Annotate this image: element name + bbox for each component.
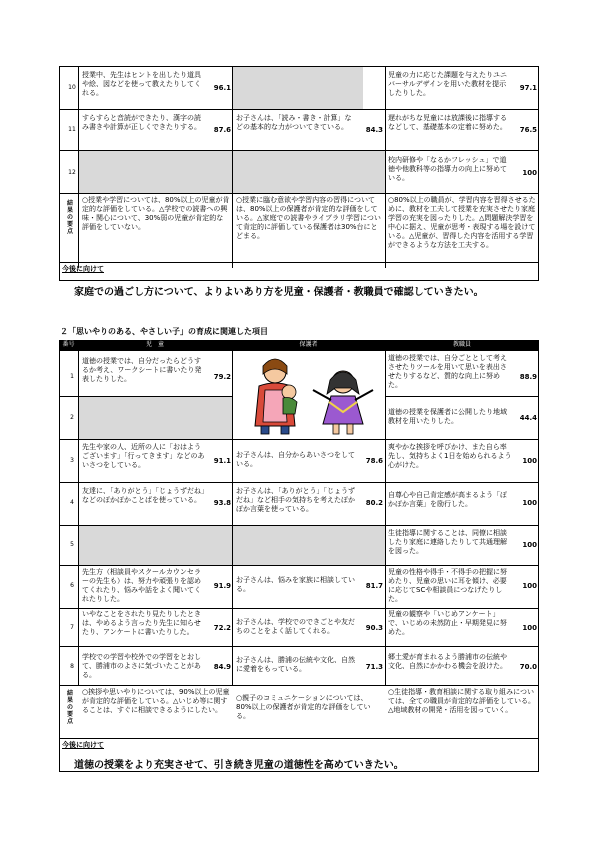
staff-item: 道徳の授業を保護者に公開したり地域教材を用いたりした。 — [388, 408, 507, 425]
row-number: 11 — [68, 126, 76, 133]
staff-item: 校内研修や「なるかフレッシュ」で道徳や他教科等の指導力の向上に努めている。 — [388, 156, 507, 182]
table-divider — [59, 482, 539, 483]
staff-score: 100 — [522, 541, 537, 549]
row-number: 7 — [70, 624, 74, 631]
table-divider — [59, 685, 539, 686]
staff-score: 100 — [522, 582, 537, 590]
table-divider — [385, 66, 386, 268]
staff-item: 自尊心や自己肯定感が高まるよう「ぽかぽか言葉」を励行した。 — [388, 491, 507, 508]
parent-item: お子さんは、自分からあいさつをしている。 — [236, 451, 355, 468]
future-label: 今後に向けて — [62, 741, 104, 749]
child-score: 87.6 — [213, 126, 231, 134]
parent-score: 90.3 — [365, 624, 383, 632]
header-parent: 保護者 — [232, 340, 385, 351]
parent-score: 78.6 — [365, 457, 383, 465]
empty-child-cell — [79, 526, 232, 565]
table-divider — [385, 340, 386, 685]
result-child: ○授業や学習については、80%以上の児童が肯定的な評価をしている。△学校での読書への興味・関心について、30%弱の児童が肯定的な評価をしていない。 — [82, 196, 230, 231]
child-item: 先生や家の人、近所の人に「おはようございます」「行ってきます」などのあいさつをしている。 — [82, 443, 205, 469]
header-staff: 教職員 — [385, 340, 539, 351]
table-divider — [59, 646, 539, 647]
child-item: 友達に、「ありがとう」「じょうずだね」などのぽかぽかことばを使っている。 — [82, 487, 205, 504]
parent-score: 80.2 — [365, 499, 383, 507]
staff-score: 76.5 — [519, 126, 537, 134]
empty-parent-cell — [233, 67, 363, 109]
staff-score: 70.0 — [519, 663, 537, 671]
future-text: 家庭での過ごし方について、よりよいあり方を児童・保護者・教職員で確認していきたい。 — [74, 287, 484, 298]
child-item: 授業中、先生はヒントを出したり道具や絵、図などを使って教えたりしてくれる。 — [82, 71, 201, 97]
row-number: 2 — [70, 414, 74, 421]
parent-item: お子さんは、学校でのできごとや友だちのことをよく話してくれる。 — [236, 618, 355, 635]
table-divider — [59, 738, 539, 739]
child-score: 91.1 — [213, 457, 231, 465]
header-number: 番号 — [59, 340, 78, 351]
staff-score: 44.4 — [519, 414, 537, 422]
parent-item: お子さんは、悩みを家族に相談している。 — [236, 576, 355, 593]
staff-score: 88.9 — [519, 373, 537, 381]
child-score: 79.2 — [213, 373, 231, 381]
row-number: 3 — [70, 457, 74, 464]
staff-item: 生徒指導に関することは、同僚に相談したり家庭に連絡したりして共通理解を図った。 — [388, 529, 507, 555]
staff-score: 100 — [522, 624, 537, 632]
table-divider — [59, 193, 539, 194]
child-score: 72.2 — [213, 624, 231, 632]
staff-item: 爽やかな挨拶を呼びかけ、また自ら率先し、気持ちよく1日を始められるよう心がけた。 — [388, 443, 512, 469]
result-staff: ○生徒指導・教育相談に関する取り組みについては、全ての職員が肯定的な評価をしている。△地域教材の開発・活用を図っていく。 — [388, 688, 535, 714]
child-score: 96.1 — [213, 84, 231, 92]
parent-item: お子さんは、勝浦の伝統や文化、自然に愛着をもっている。 — [236, 656, 355, 673]
empty-parent-cell — [233, 526, 385, 565]
result-label: 結果の要点 — [66, 690, 73, 725]
table-divider — [78, 340, 79, 685]
table-divider — [59, 439, 539, 440]
result-staff: ○80%以上の職員が、学習内容を習得させるために、教材を工夫して授業を充実させたり家庭学習の充実を図ったりした。△問題解決学習を中心に据え、児童が思考・表現する場を設けている。△児童が、習得した内容を活用する学習ができるような方法を工夫する。 — [388, 196, 536, 249]
staff-item: 遅れがちな児童には放課後に指導するなどして、基礎基本の定着に努めた。 — [388, 114, 507, 131]
parent-item: お子さんは、「ありがとう」「じょうずだね」など相手の気持ちを考えたぽかぽか言葉を使っている。 — [236, 487, 355, 513]
table-divider — [59, 109, 539, 110]
row-number: 8 — [70, 663, 74, 670]
header-child: 児 童 — [78, 340, 232, 351]
future-label: 今後に向けて — [62, 265, 104, 273]
row-number: 12 — [68, 169, 76, 176]
child-item: いやなことをされたり見たりしたときは、やめるよう言ったり先生に知らせたり、アンケートに書いたりした。 — [82, 610, 201, 636]
table-divider — [59, 608, 539, 609]
row-number: 6 — [70, 582, 74, 589]
row-number: 4 — [70, 499, 74, 506]
result-parent: ○親子のコミュニケーションについては、80%以上の保護者が肯定的な評価をしている。 — [236, 694, 371, 720]
row-number: 5 — [70, 541, 74, 548]
child-item: すらすらと音読ができたり、漢字の読み書きや計算が正しくできたりする。 — [82, 114, 201, 131]
staff-score: 100 — [522, 457, 537, 465]
staff-item: 児童の観察や「いじめアンケート」で、いじめの未然防止・早期発見に努めた。 — [388, 610, 507, 636]
child-score: 84.9 — [213, 663, 231, 671]
table-divider — [59, 262, 539, 263]
child-score: 91.9 — [213, 582, 231, 590]
staff-score: 97.1 — [519, 84, 537, 92]
staff-item: 郷土愛が育まれるよう勝浦市の伝統や文化、自然にかかわる機会を設けた。 — [388, 653, 507, 670]
staff-item: 児童の力に応じた課題を与えたりユニバーサルデザインを用いた教材を提示したりした。 — [388, 71, 507, 97]
parent-score: 71.3 — [365, 663, 383, 671]
child-item: 学校での学習や校外での学習をとおして、勝浦市のよさに気づいたことがある。 — [82, 653, 201, 679]
empty-parent-cell — [233, 151, 385, 193]
child-item: 先生方（相談員やスクールカウンセラーの先生も）は、努力や頑張りを認めてくれたり、悩みや話をよく聞いてくれたりした。 — [82, 568, 201, 603]
row-number: 1 — [70, 373, 74, 380]
child-item: 道徳の授業では、自分だったらどうするか考え、ワークシートに書いたり発表したりした。 — [82, 357, 202, 383]
row-number: 10 — [68, 84, 76, 91]
table-divider — [59, 565, 539, 566]
empty-child-cell — [79, 397, 232, 439]
parent-item: お子さんは、「読み・書き・計算」などの基本的な力がついてきている。 — [236, 114, 352, 131]
staff-score: 100 — [522, 499, 537, 507]
child-score: 93.8 — [213, 499, 231, 507]
parent-score: 81.7 — [365, 582, 383, 590]
children-illustration — [233, 352, 385, 439]
parent-score: 84.3 — [365, 126, 383, 134]
result-parent: ○授業に臨む意欲や学習内容の習得については、80%以上の保護者が肯定的な評価をしている。△家庭での読書やライブラリ学習について肯定的に評価している保護者は30%台にとどまる。 — [236, 196, 381, 240]
staff-score: 100 — [522, 169, 537, 177]
empty-child-cell — [79, 151, 232, 193]
section-2-title: ２「思いやりのある、やさしい子」の育成に関連した項目 — [60, 327, 268, 336]
result-child: ○挨拶や思いやりについては、90%以上の児童が肯定的な評価をしている。△いじめ等に関することは、すぐに相談できるようにしたい。 — [82, 688, 230, 714]
result-label: 結果の要点 — [66, 200, 73, 235]
staff-item: 道徳の授業では、自分ごととして考えさせたりツールを用いて思いを表出させたりするなど、質的な向上に努めた。 — [388, 354, 507, 389]
staff-item: 児童の性格や得手・不得手の把握に努めたり、児童の思いに耳を傾け、必要に応じてSCや相談員につなげたりした。 — [388, 568, 507, 603]
future-text: 道徳の授業をより充実させて、引き続き児童の道徳性を高めていきたい。 — [74, 760, 404, 771]
